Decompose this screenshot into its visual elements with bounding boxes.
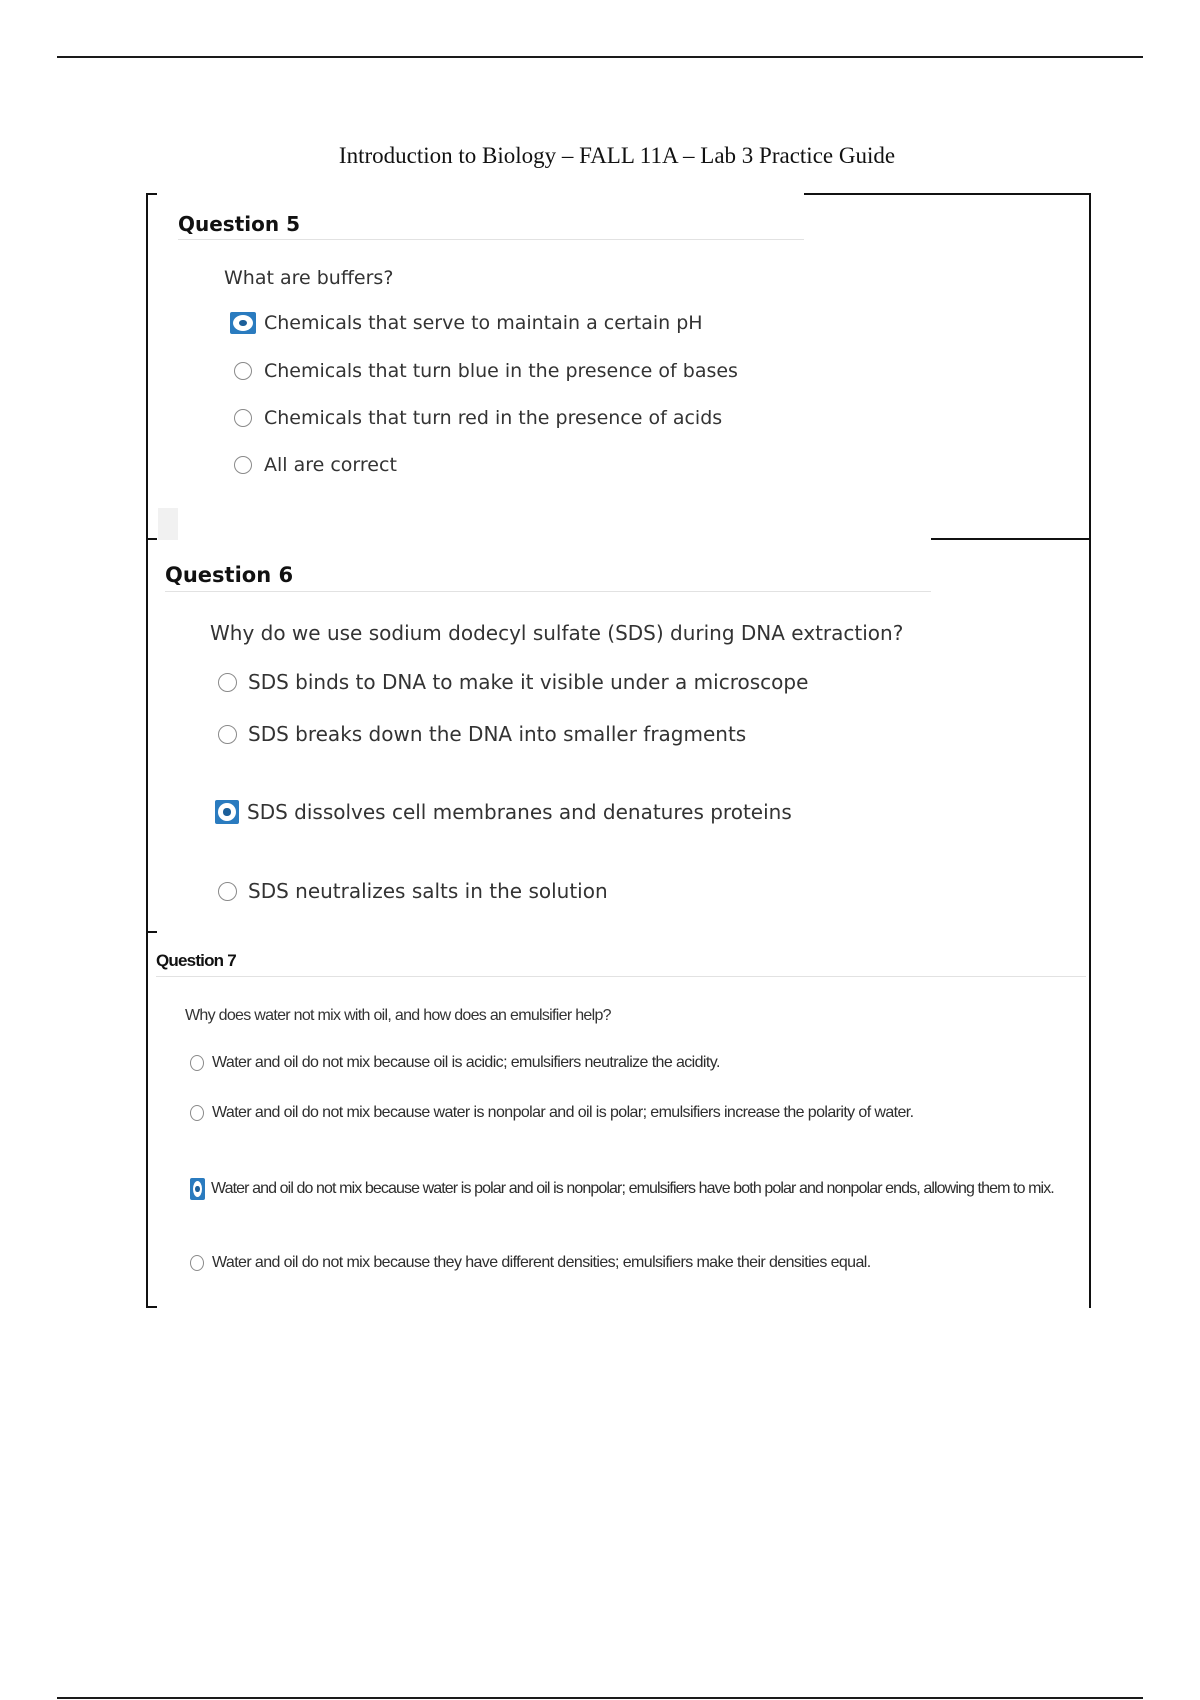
radio-unselected-icon[interactable] [218, 882, 237, 901]
question-prompt: What are buffers? [224, 267, 394, 289]
radio-unselected-icon[interactable] [218, 725, 237, 744]
frame-right [1089, 193, 1091, 1308]
frame-divider-right-q5 [931, 538, 1091, 540]
frame-tick-q6 [146, 931, 157, 933]
answer-option-label: Chemicals that serve to maintain a certain pH [264, 312, 703, 334]
answer-option-label: Water and oil do not mix because they have different densities; emulsifiers make their densities equal. [212, 1254, 871, 1271]
screenshot-edge-artifact [158, 508, 178, 540]
header-rule [57, 56, 1143, 58]
answer-option-label: Water and oil do not mix because water is polar and oil is nonpolar; emulsifiers have both polar and nonpolar ends, allowing them to mix. [211, 1180, 1054, 1197]
answer-option-label: Chemicals that turn blue in the presence of bases [264, 360, 738, 382]
answer-option-4[interactable] [190, 1254, 871, 1272]
answer-option-label: All are correct [264, 454, 397, 476]
answer-option-2[interactable] [234, 360, 738, 382]
radio-selected-icon[interactable] [230, 312, 256, 334]
frame-left-q5 [146, 193, 148, 540]
answer-option-1[interactable] [218, 670, 808, 694]
answer-option-label: SDS binds to DNA to make it visible under a microscope [248, 670, 809, 694]
radio-unselected-icon[interactable] [190, 1055, 204, 1071]
question-prompt: Why do we use sodium dodecyl sulfate (SDS) during DNA extraction? [210, 621, 904, 645]
answer-option-1[interactable] [190, 1054, 720, 1072]
frame-left-q6 [146, 540, 148, 935]
footer-rule [57, 1697, 1143, 1699]
frame-bottom-tick [146, 1306, 157, 1308]
radio-selected-icon[interactable] [215, 800, 239, 824]
radio-selected-icon[interactable] [190, 1178, 205, 1200]
question-title: Question 6 [165, 563, 294, 587]
answer-option-label: SDS neutralizes salts in the solution [248, 879, 608, 903]
answer-option-label: Water and oil do not mix because water is nonpolar and oil is polar; emulsifiers increase the polarity of water. [212, 1104, 914, 1121]
answer-option-4[interactable] [218, 879, 608, 903]
answer-option-label: Water and oil do not mix because oil is acidic; emulsifiers neutralize the acidity. [212, 1054, 720, 1071]
document-title: Introduction to Biology – FALL 11A – Lab 3 Practice Guide [338, 143, 896, 168]
question-title-divider [165, 591, 931, 592]
question-prompt: Why does water not mix with oil, and how does an emulsifier help? [185, 1007, 611, 1024]
frame-left-q7 [146, 935, 148, 1308]
question-title: Question 5 [178, 212, 300, 236]
question-title-divider [156, 976, 1086, 977]
radio-unselected-icon[interactable] [190, 1255, 204, 1271]
answer-option-label: Chemicals that turn red in the presence of acids [264, 407, 723, 429]
frame-top-left-tick-q5 [146, 193, 157, 195]
radio-unselected-icon[interactable] [234, 456, 252, 474]
answer-option-2[interactable] [218, 722, 746, 746]
answer-option-3[interactable] [234, 407, 722, 429]
answer-option-2[interactable] [190, 1104, 913, 1122]
radio-unselected-icon[interactable] [218, 673, 237, 692]
frame-top-right-q5 [804, 193, 1091, 195]
radio-unselected-icon[interactable] [234, 409, 252, 427]
answer-option-4[interactable] [234, 454, 397, 476]
radio-unselected-icon[interactable] [190, 1105, 204, 1121]
answer-option-3[interactable] [190, 1178, 1054, 1200]
question-title: Question 7 [156, 951, 236, 970]
radio-unselected-icon[interactable] [234, 362, 252, 380]
answer-option-label: SDS breaks down the DNA into smaller fragments [248, 722, 747, 746]
answer-option-3[interactable] [218, 800, 792, 824]
question-title-divider [178, 239, 804, 240]
answer-option-label: SDS dissolves cell membranes and denatures proteins [247, 800, 792, 824]
answer-option-1[interactable] [234, 312, 703, 334]
